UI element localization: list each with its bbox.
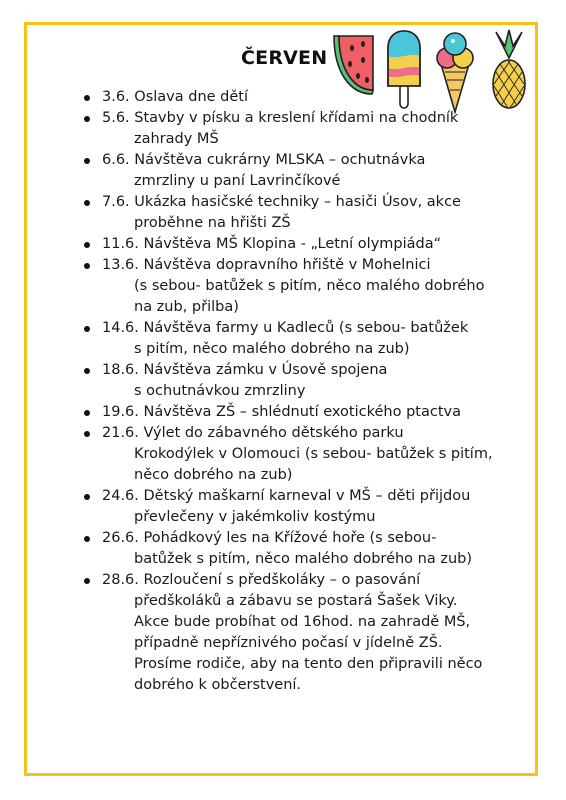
bullet-icon bbox=[84, 578, 90, 584]
item-line: batůžek s pitím, něco malého dobrého na zub) bbox=[134, 551, 473, 567]
item-line: proběhne na hřišti ZŠ bbox=[134, 215, 291, 231]
item-line: 18.6. Návštěva zámku v Úsově spojena bbox=[102, 362, 388, 378]
bullet-icon bbox=[84, 242, 90, 248]
bullet-icon bbox=[84, 494, 90, 500]
schedule-item bbox=[75, 108, 515, 150]
item-line: s pitím, něco malého dobrého na zub) bbox=[134, 341, 410, 357]
item-line: na zub, přilba) bbox=[134, 299, 239, 315]
schedule-item bbox=[75, 402, 515, 423]
bullet-icon bbox=[84, 95, 90, 101]
item-line: předškoláků a zábavu se postará Šašek Viky. bbox=[134, 593, 458, 609]
bullet-icon bbox=[84, 431, 90, 437]
event-schedule-list bbox=[75, 87, 515, 696]
schedule-item bbox=[75, 255, 515, 318]
item-line: zahrady MŠ bbox=[134, 131, 219, 147]
item-line: Prosíme rodiče, aby na tento den připravili něco bbox=[134, 656, 483, 672]
item-line: 26.6. Pohádkový les na Křížové hoře (s sebou- bbox=[102, 530, 437, 546]
schedule-item bbox=[75, 486, 515, 528]
item-line: případně nepříznivého počasí v jídelně ZŠ. bbox=[134, 635, 443, 651]
schedule-item bbox=[75, 192, 515, 234]
schedule-item bbox=[75, 570, 515, 696]
item-line: (s sebou- batůžek s pitím, něco malého dobrého bbox=[134, 278, 485, 294]
item-line: 21.6. Výlet do zábavného dětského parku bbox=[102, 425, 404, 441]
item-line: Krokodýlek v Olomouci (s sebou- batůžek s pitím, bbox=[134, 446, 493, 462]
schedule-item bbox=[75, 423, 515, 486]
item-line: 11.6. Návštěva MŠ Klopina - „Letní olympiáda“ bbox=[102, 236, 442, 252]
bullet-icon bbox=[84, 368, 90, 374]
schedule-item bbox=[75, 318, 515, 360]
schedule-item bbox=[75, 150, 515, 192]
item-line: 14.6. Návštěva farmy u Kadleců (s sebou- batůžek bbox=[102, 320, 469, 336]
bullet-icon bbox=[84, 536, 90, 542]
item-line: zmrzliny u paní Lavrinčíkové bbox=[134, 173, 341, 189]
item-line: něco dobrého na zub) bbox=[134, 467, 293, 483]
item-line: 5.6. Stavby v písku a kreslení křídami na chodník bbox=[102, 110, 459, 126]
schedule-item bbox=[75, 360, 515, 402]
schedule-item bbox=[75, 87, 515, 108]
schedule-item bbox=[75, 234, 515, 255]
item-line: 6.6. Návštěva cukrárny MLSKA – ochutnávka bbox=[102, 152, 426, 168]
bullet-icon bbox=[84, 158, 90, 164]
item-line: převlečeny v jakémkoliv kostýmu bbox=[134, 509, 376, 525]
item-line: 24.6. Dětský maškarní karneval v MŠ – děti přijdou bbox=[102, 488, 471, 504]
item-line: 3.6. Oslava dne dětí bbox=[102, 89, 248, 105]
schedule-item bbox=[75, 528, 515, 570]
item-line: 13.6. Návštěva dopravního hřiště v Mohelnici bbox=[102, 257, 431, 273]
item-line: 28.6. Rozloučení s předškoláky – o pasování bbox=[102, 572, 421, 588]
bullet-icon bbox=[84, 410, 90, 416]
page-title: ČERVEN bbox=[241, 47, 328, 69]
bullet-icon bbox=[84, 326, 90, 332]
item-line: dobrého k občerstvení. bbox=[134, 677, 302, 693]
bullet-icon bbox=[84, 116, 90, 122]
item-line: 7.6. Ukázka hasičské techniky – hasiči Úsov, akce bbox=[102, 194, 461, 210]
bullet-icon bbox=[84, 200, 90, 206]
item-line: s ochutnávkou zmrzliny bbox=[134, 383, 306, 399]
item-line: 19.6. Návštěva ZŠ – shlédnutí exotického ptactva bbox=[102, 404, 461, 420]
item-line: Akce bude probíhat od 16hod. na zahradě MŠ, bbox=[134, 614, 471, 630]
bullet-icon bbox=[84, 263, 90, 269]
